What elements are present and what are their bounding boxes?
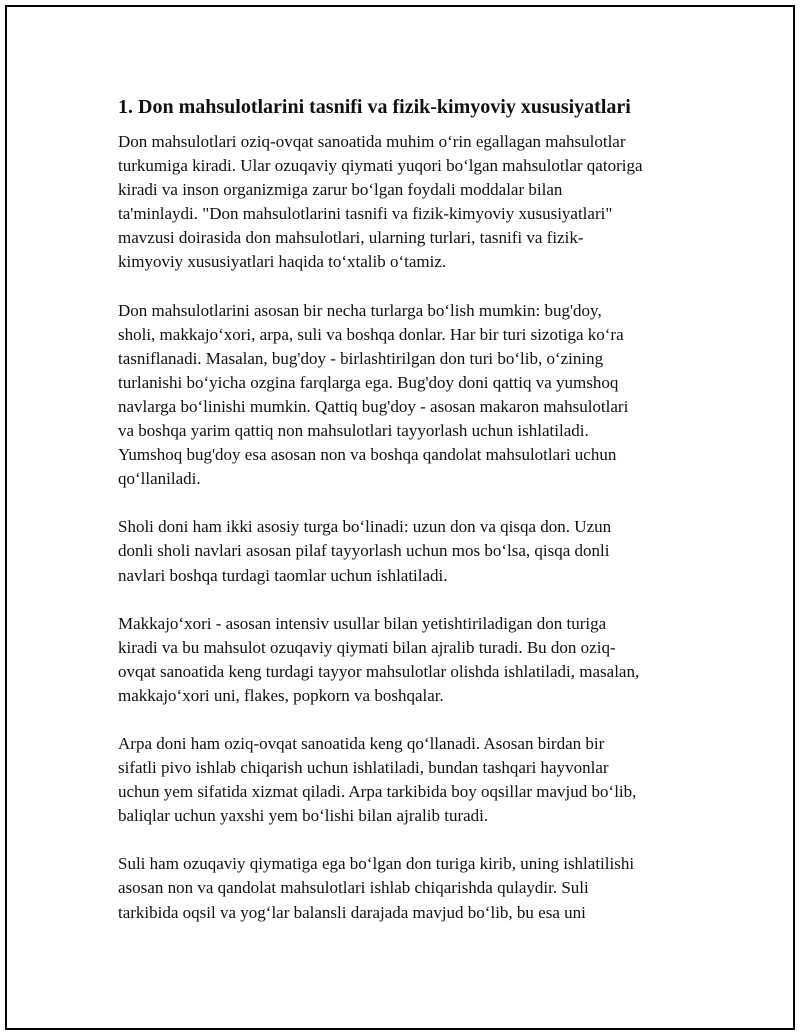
paragraph-oats xyxy=(118,852,698,924)
text-line: donli sholi navlari asosan pilaf tayyorlash uchun mos bo‘lsa, qisqa donli xyxy=(118,541,610,561)
text-line: baliqlar uchun yaxshi yem bo‘lishi bilan ajralib turadi. xyxy=(118,806,489,826)
text-line: kiradi va bu mahsulot ozuqaviy qiymati bilan ajralib turadi. Bu don oziq- xyxy=(118,637,616,657)
text-line: navlari boshqa turdagi taomlar uchun ishlatiladi. xyxy=(118,565,448,585)
text-line: mavzusi doirasida don mahsulotlari, ularning turlari, tasnifi va fizik- xyxy=(118,228,584,248)
paragraph-intro xyxy=(118,130,698,275)
text-line: sholi, makkajo‘xori, arpa, suli va boshqa donlar. Har bir turi sizotiga ko‘ra xyxy=(118,324,624,344)
document-body xyxy=(118,94,698,949)
text-line: kiradi va inson organizmiga zarur bo‘lgan foydali moddalar bilan xyxy=(118,180,563,200)
text-line: Don mahsulotlari oziq-ovqat sanoatida muhim o‘rin egallagan mahsulotlar xyxy=(118,132,626,151)
text-line: Yumshoq bug'doy esa asosan non va boshqa qandolat mahsulotlari uchun xyxy=(118,445,617,465)
text-line: Suli ham ozuqaviy qiymatiga ega bo‘lgan don turiga kirib, uning ishlatilishi xyxy=(118,854,635,874)
text-line: qo‘llaniladi. xyxy=(118,469,201,489)
text-line: Sholi doni ham ikki asosiy turga bo‘linadi: uzun don va qisqa don. Uzun xyxy=(118,517,612,537)
text-line: uchun yem sifatida xizmat qiladi. Arpa tarkibida boy oqsillar mavjud bo‘lib, xyxy=(118,782,637,802)
paragraph-corn xyxy=(118,612,698,708)
text-line: tarkibida oqsil va yog‘lar balansli darajada mavjud bo‘lib, bu esa uni xyxy=(118,902,586,922)
text-line: ovqat sanoatida keng turdagi tayyor mahsulotlar olishda ishlatiladi, masalan, xyxy=(118,661,640,681)
text-line: sifatli pivo ishlab chiqarish uchun ishlatiladi, bundan tashqari hayvonlar xyxy=(118,758,609,778)
text-line: kimyoviy xususiyatlari haqida to‘xtalib o‘tamiz. xyxy=(118,252,447,272)
text-line: turkumiga kiradi. Ular ozuqaviy qiymati yuqori bo‘lgan mahsulotlar qatoriga xyxy=(118,156,643,176)
text-line: makkajo‘xori uni, flakes, popkorn va boshqalar. xyxy=(118,685,444,705)
paragraph-rice xyxy=(118,515,698,587)
text-line: ta'minlaydi. "Don mahsulotlarini tasnifi va fizik-kimyoviy xususiyatlari" xyxy=(118,204,613,224)
text-line: navlarga bo‘linishi mumkin. Qattiq bug'doy - asosan makaron mahsulotlari xyxy=(118,396,629,416)
document-title: 1. Don mahsulotlarini tasnifi va fizik-kimyoviy xususiyatlari xyxy=(118,96,631,118)
text-line: asosan non va qandolat mahsulotlari ishlab chiqarishda qulaydir. Suli xyxy=(118,878,589,898)
paragraph-wheat xyxy=(118,299,698,492)
text-line: Don mahsulotlarini asosan bir necha turlarga bo‘lish mumkin: bug'doy, xyxy=(118,300,602,320)
paragraph-barley xyxy=(118,732,698,828)
text-line: turlanishi bo‘yicha ozgina farqlarga ega. Bug'doy doni qattiq va yumshoq xyxy=(118,372,619,392)
text-line: va boshqa yarim qattiq non mahsulotlari tayyorlash uchun ishlatiladi. xyxy=(118,421,589,441)
text-line: Arpa doni ham oziq-ovqat sanoatida keng qo‘llanadi. Asosan birdan bir xyxy=(118,733,605,753)
text-line: tasniflanadi. Masalan, bug'doy - birlashtirilgan don turi bo‘lib, o‘zining xyxy=(118,348,604,368)
text-line: Makkajo‘xori - asosan intensiv usullar bilan yetishtiriladigan don turiga xyxy=(118,613,607,633)
